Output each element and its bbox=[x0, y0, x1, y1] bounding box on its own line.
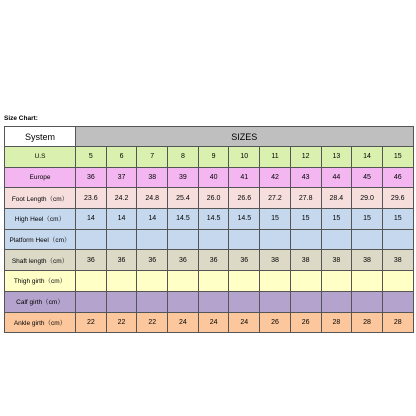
header-row bbox=[5, 127, 414, 147]
size-cell: 14 bbox=[76, 209, 107, 230]
size-cell: 8 bbox=[168, 147, 199, 168]
size-cell bbox=[229, 271, 260, 292]
size-cell: 43 bbox=[290, 167, 321, 188]
size-cell: 28 bbox=[382, 312, 413, 333]
size-cell: 24.2 bbox=[106, 188, 137, 209]
size-cell bbox=[382, 229, 413, 250]
size-cell: 15 bbox=[290, 209, 321, 230]
size-cell: 24 bbox=[168, 312, 199, 333]
size-cell: 25.4 bbox=[168, 188, 199, 209]
size-cell: 36 bbox=[76, 167, 107, 188]
size-cell: 14 bbox=[137, 209, 168, 230]
size-cell bbox=[137, 271, 168, 292]
size-cell bbox=[352, 271, 383, 292]
size-cell bbox=[137, 229, 168, 250]
row-label: Platform Heel（cm） bbox=[5, 229, 76, 250]
size-chart-body bbox=[5, 127, 414, 333]
size-cell bbox=[198, 291, 229, 312]
size-cell: 38 bbox=[382, 250, 413, 271]
table-row bbox=[5, 229, 414, 250]
size-cell: 36 bbox=[76, 250, 107, 271]
size-cell: 15 bbox=[382, 209, 413, 230]
row-label: Ankle girth（cm） bbox=[5, 312, 76, 333]
size-cell: 29.6 bbox=[382, 188, 413, 209]
size-cell bbox=[321, 291, 352, 312]
size-cell: 28.4 bbox=[321, 188, 352, 209]
size-cell bbox=[290, 229, 321, 250]
size-cell: 26 bbox=[290, 312, 321, 333]
table-row bbox=[5, 209, 414, 230]
sizes-header: SIZES bbox=[76, 127, 414, 147]
size-cell: 14 bbox=[106, 209, 137, 230]
size-cell: 24 bbox=[198, 312, 229, 333]
row-label: U.S bbox=[5, 147, 76, 168]
size-cell: 24.8 bbox=[137, 188, 168, 209]
size-cell bbox=[352, 229, 383, 250]
size-cell: 7 bbox=[137, 147, 168, 168]
size-cell: 23.6 bbox=[76, 188, 107, 209]
size-cell bbox=[198, 271, 229, 292]
size-cell bbox=[321, 229, 352, 250]
size-cell: 45 bbox=[352, 167, 383, 188]
row-label: Thigh girth（cm） bbox=[5, 271, 76, 292]
size-cell: 26.0 bbox=[198, 188, 229, 209]
size-cell bbox=[168, 291, 199, 312]
size-cell: 38 bbox=[260, 250, 291, 271]
size-cell: 14.5 bbox=[198, 209, 229, 230]
row-label: High Heel（cm） bbox=[5, 209, 76, 230]
size-cell: 41 bbox=[229, 167, 260, 188]
size-cell: 6 bbox=[106, 147, 137, 168]
row-label: Europe bbox=[5, 167, 76, 188]
size-cell: 28 bbox=[321, 312, 352, 333]
size-cell: 42 bbox=[260, 167, 291, 188]
size-cell bbox=[229, 291, 260, 312]
size-cell: 38 bbox=[137, 167, 168, 188]
size-cell: 36 bbox=[168, 250, 199, 271]
size-cell: 36 bbox=[137, 250, 168, 271]
size-cell bbox=[382, 271, 413, 292]
size-chart-title: Size Chart: bbox=[4, 115, 38, 122]
table-row bbox=[5, 188, 414, 209]
size-cell: 10 bbox=[229, 147, 260, 168]
size-cell bbox=[229, 229, 260, 250]
size-cell: 13 bbox=[321, 147, 352, 168]
size-cell bbox=[321, 271, 352, 292]
size-cell: 37 bbox=[106, 167, 137, 188]
size-cell bbox=[76, 229, 107, 250]
size-cell: 29.0 bbox=[352, 188, 383, 209]
size-cell bbox=[168, 271, 199, 292]
size-cell bbox=[137, 291, 168, 312]
size-cell: 14.5 bbox=[168, 209, 199, 230]
size-cell: 15 bbox=[352, 209, 383, 230]
size-chart-table bbox=[4, 126, 414, 333]
table-row bbox=[5, 271, 414, 292]
size-cell: 44 bbox=[321, 167, 352, 188]
size-cell: 24 bbox=[229, 312, 260, 333]
size-cell: 36 bbox=[198, 250, 229, 271]
size-cell bbox=[168, 229, 199, 250]
size-cell bbox=[260, 291, 291, 312]
size-cell: 26 bbox=[260, 312, 291, 333]
size-cell bbox=[260, 229, 291, 250]
size-cell bbox=[106, 229, 137, 250]
table-row bbox=[5, 147, 414, 168]
size-cell: 39 bbox=[168, 167, 199, 188]
size-cell: 40 bbox=[198, 167, 229, 188]
size-cell bbox=[382, 291, 413, 312]
size-cell bbox=[290, 291, 321, 312]
table-row bbox=[5, 250, 414, 271]
size-cell bbox=[290, 271, 321, 292]
size-cell bbox=[106, 291, 137, 312]
size-cell: 14.5 bbox=[229, 209, 260, 230]
size-cell: 15 bbox=[321, 209, 352, 230]
size-cell: 12 bbox=[290, 147, 321, 168]
size-cell: 11 bbox=[260, 147, 291, 168]
system-header: System bbox=[5, 127, 76, 147]
size-cell: 27.8 bbox=[290, 188, 321, 209]
table-row bbox=[5, 291, 414, 312]
size-cell: 46 bbox=[382, 167, 413, 188]
size-cell: 22 bbox=[137, 312, 168, 333]
size-cell bbox=[260, 271, 291, 292]
size-cell: 26.6 bbox=[229, 188, 260, 209]
size-cell: 28 bbox=[352, 312, 383, 333]
size-cell: 22 bbox=[76, 312, 107, 333]
size-cell: 9 bbox=[198, 147, 229, 168]
row-label: Foot Length（cm） bbox=[5, 188, 76, 209]
size-cell bbox=[352, 291, 383, 312]
table-row bbox=[5, 167, 414, 188]
size-cell: 22 bbox=[106, 312, 137, 333]
size-cell: 27.2 bbox=[260, 188, 291, 209]
size-cell: 36 bbox=[229, 250, 260, 271]
size-cell: 36 bbox=[106, 250, 137, 271]
size-cell: 38 bbox=[352, 250, 383, 271]
table-row bbox=[5, 312, 414, 333]
size-cell: 15 bbox=[260, 209, 291, 230]
size-cell: 38 bbox=[290, 250, 321, 271]
size-cell bbox=[106, 271, 137, 292]
size-cell bbox=[198, 229, 229, 250]
size-cell: 5 bbox=[76, 147, 107, 168]
row-label: Calf girth（cm） bbox=[5, 291, 76, 312]
size-cell: 38 bbox=[321, 250, 352, 271]
size-cell bbox=[76, 271, 107, 292]
row-label: Shaft length（cm） bbox=[5, 250, 76, 271]
size-cell: 15 bbox=[382, 147, 413, 168]
size-cell bbox=[76, 291, 107, 312]
size-cell: 14 bbox=[352, 147, 383, 168]
